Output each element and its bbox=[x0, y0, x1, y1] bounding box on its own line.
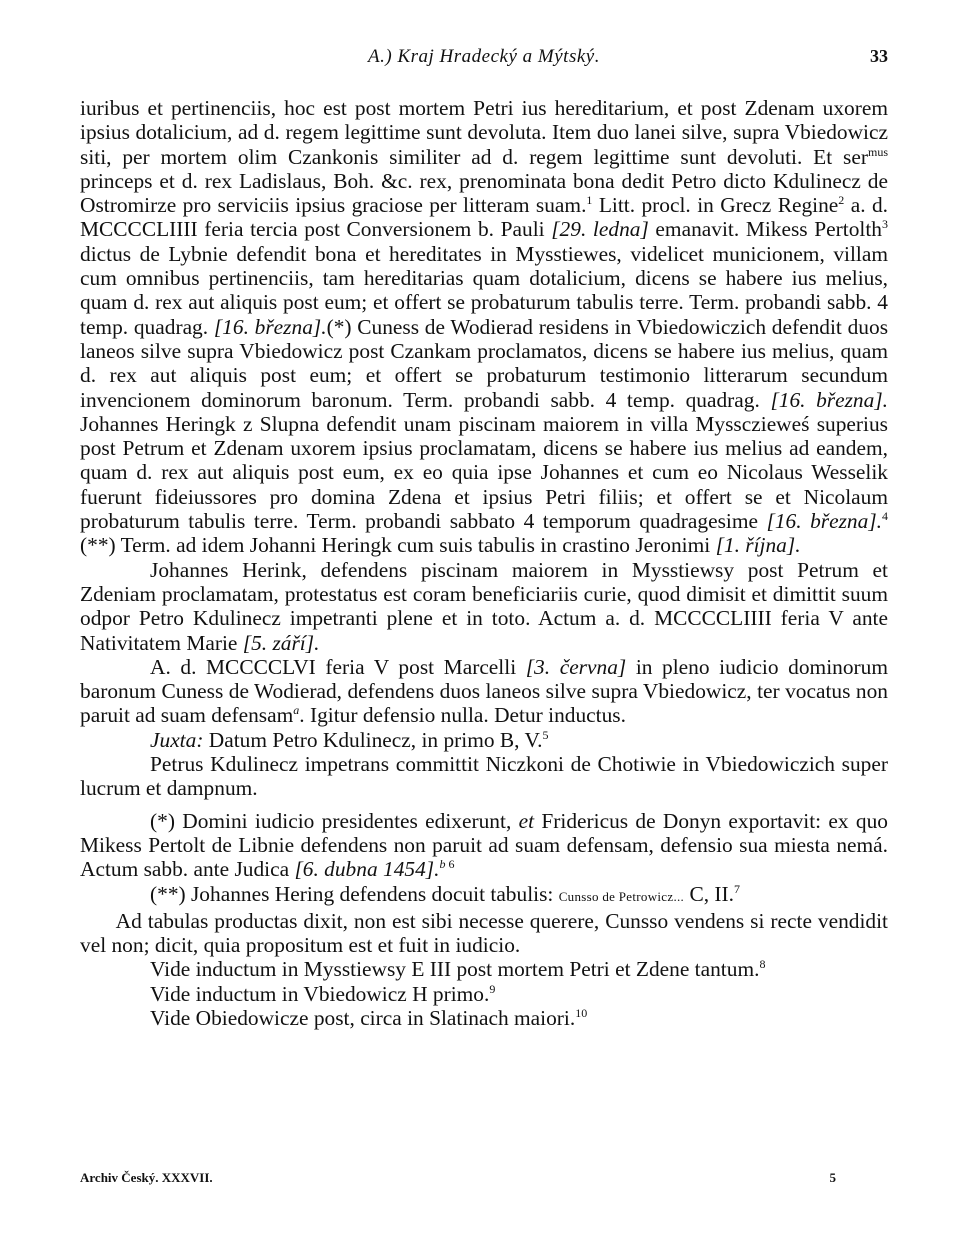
publication-title: Archiv Český. XXXVII. bbox=[80, 1170, 213, 1185]
signature-mark: 5 bbox=[829, 1170, 836, 1185]
paragraph: A. d. MCCCCLVI feria V post Marcelli [3. června] in pleno iudicio dominorum baronum Cuness de Wodierad, defendens duos laneos silve supra Vbiedowicz, ter vocatus non paruit ad suam defensam$^a$. Igitur defensio nulla. Detur inductus. bbox=[80, 654, 888, 728]
paragraph: Johannes Herink, defendens piscinam maiorem in Mysstiewsy post Petrum et Zdeniam proclamatam, protestatus est coram beneficiariis curie, quod dimisit et dimittit suum odpor Petro Kdulinecz impetranti plene et in toto. Actum a. d. MCCCCLIIII feria V ante Nativitatem Marie [5. září]. bbox=[80, 557, 888, 655]
running-title: A.) Kraj Hradecký a Mýtský. bbox=[368, 46, 600, 67]
paragraph: (*) Domini iudicio presidentes edixerunt, et Fridericus de Donyn exportavit: ex quo Mikess Pertolt de Libnie defendens non paruit ad suam defensam, defensio sua miesta nemá. Actum sabb. ante Judica [6. dubna 1454].$^{b 6}$ bbox=[80, 808, 888, 882]
paragraph: Ad tabulas productas dixit, non est sibi necesse querere, Cunsso vendens si recte vendidit vel non; dicit, quia propositum est et fuit in iudicio. bbox=[80, 908, 888, 958]
body-text bbox=[80, 96, 888, 1030]
page-number: 33 bbox=[870, 46, 888, 66]
paragraph: Petrus Kdulinecz impetrans committit Niczkoni de Chotiwie in Vbiedowiczich super lucrum et dampnum. bbox=[80, 752, 888, 801]
paragraph: Vide Obiedowicze post, circa in Slatinach maiori.$^{10}$ bbox=[150, 1005, 588, 1030]
paragraph: Vide inductum in Vbiedowicz H primo.$^9$ bbox=[150, 981, 496, 1006]
running-head bbox=[80, 46, 888, 72]
paragraph: Vide inductum in Mysstiewsy E III post mortem Petri et Zdene tantum.$^8$ bbox=[150, 957, 766, 982]
paragraph: iuribus et pertinenciis, hoc est post mortem Petri ius hereditarium, et post Zdenam uxorem ipsius dotalicium, ad d. regem legittime sunt devoluta. Item duo lanei silve, supra Vbiedowicz siti, per mortem olim Czankonis similiter ad d. regem legittime sunt devoluti. Et ser$^{mus}$ princeps et d. rex Ladislaus, Boh. &c. rex, prenominata bona dedit Petro dicto Kdulinecz de Ostromirze pro serviciis ipsius graciose per litteram suam.$^1$ Litt. procl. in Grecz Regine$^2$ a. d. MCCCCLIIII feria tercia post Conversionem b. Pauli [29. ledna] emanavit. Mikess Pertolth$^3$ dictus de Lybnie defendit bona et hereditates in Mysstiewes, videlicet municionem, villam cum omnibus pertinenciis, tam hereditarias quam dotalicium, dicens se habere ius melius, quam d. rex aut aliquis post eum; et offert se probaturum tabulis terre. Term. probandi sabb. 4 temp. quadrag. [16. března].(*) Cuness de Wodierad residens in Vbiedowiczich defendit duos laneos silve supra Vbiedowicz post Czankam proclamatos, dicens se habere ius melius, quam d. rex aut aliquis post eum; et offert se probaturum testimonio litterarum secundum invencionem dominorum baronum. Term. probandi sabb. 4 temp. quadrag. [16. března]. Johannes Heringk z Slupna defendit unam piscinam maiorem in villa Myssczieweś superius post Petrum et Zdenam uxorem ipsius proclamatam, dicens se habere ius melius ad eandem, quam d. rex aut aliquis post eum, ex eo quia ipse Johannes et cum eo Nicolaus Wesselik fuerunt fideiussores pro domina Zdena et ipsius Petri filiis; et offert se et Nicolaum probaturum tabulis terre. Term. probandi sabbato 4 temporum quadragesime [16. března].$^4$ (**) Term. ad idem Johanni Heringk cum suis tabulis in crastino Jeronimi [1. října]. bbox=[80, 96, 889, 558]
paragraph: (**) Johannes Hering defendens docuit tabulis: Cunsso de Petrowicz... C, II.$^7$ bbox=[150, 881, 740, 906]
paragraph: Juxta: Datum Petro Kdulinecz, in primo B, V.$^5$ bbox=[150, 727, 549, 752]
page-footer bbox=[80, 1170, 888, 1190]
